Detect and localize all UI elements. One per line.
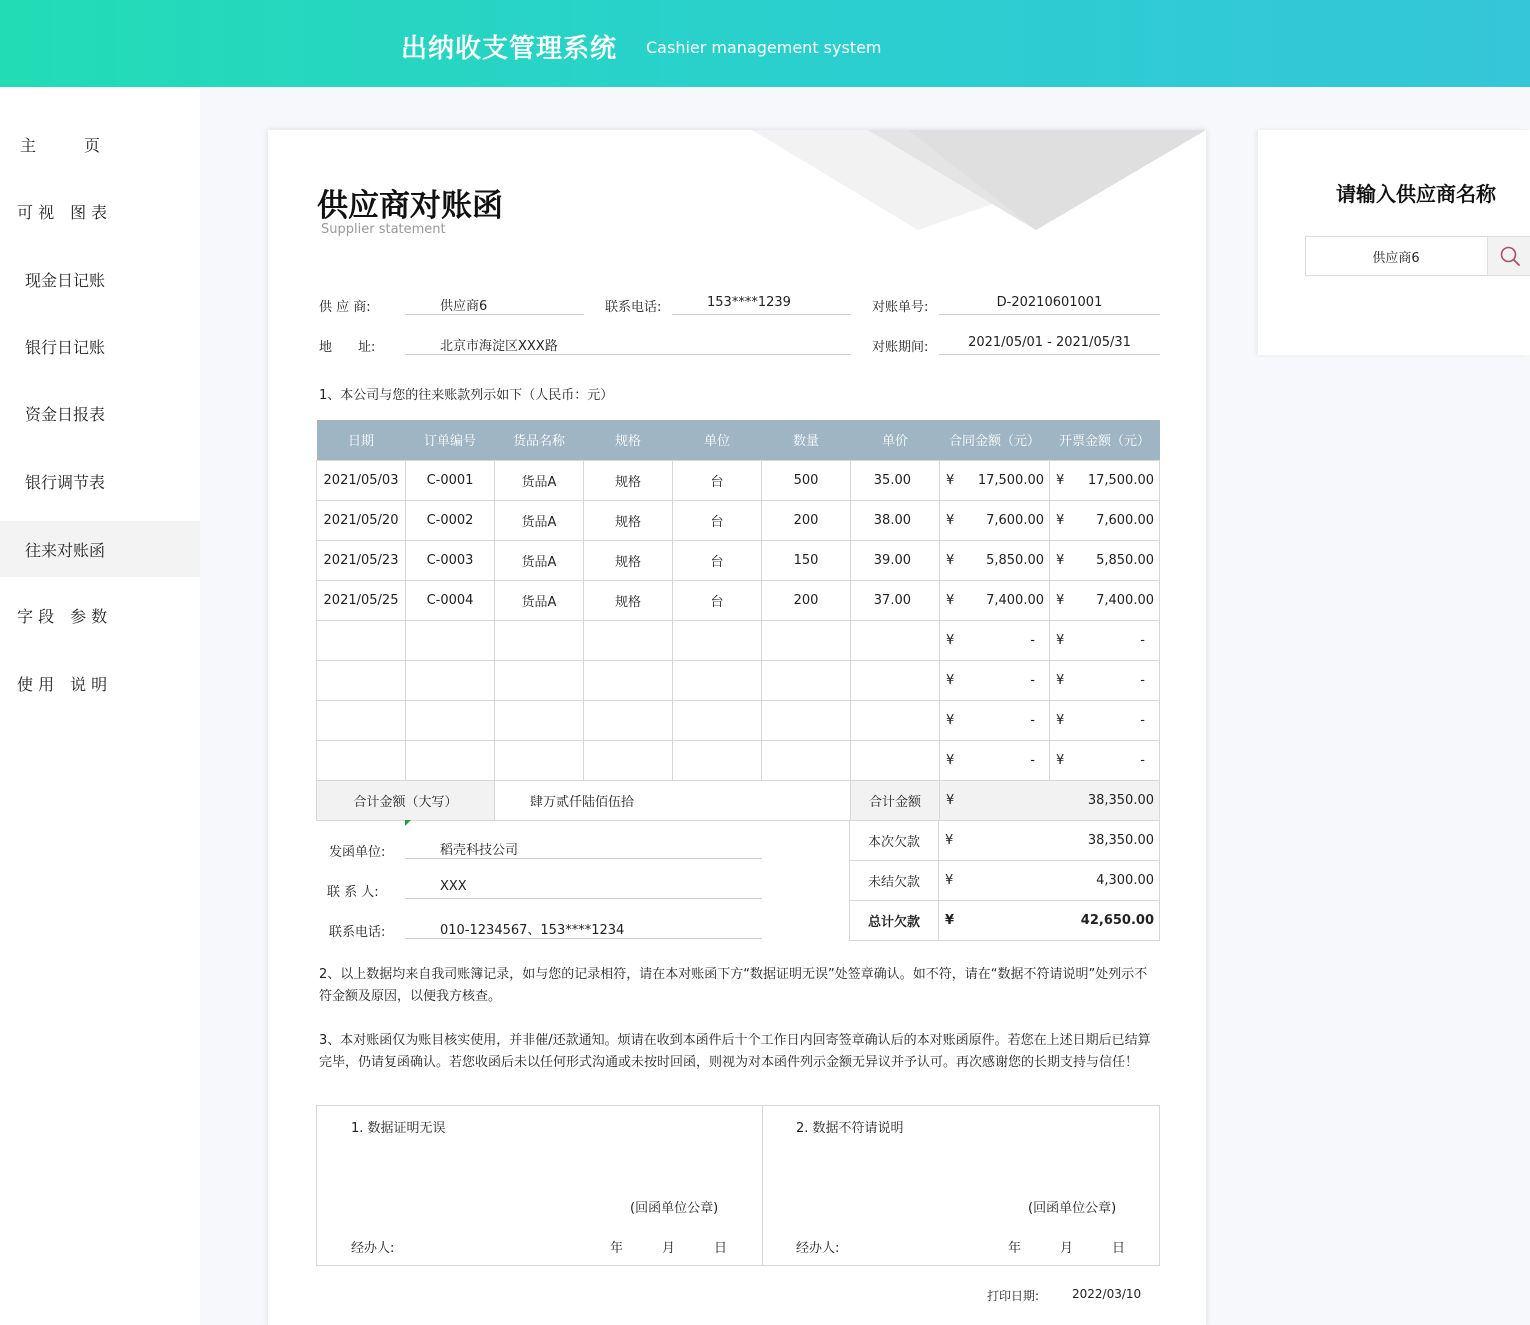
search-prompt: 请输入供应商名称 [1336, 182, 1496, 206]
sidebar-item-daily-report[interactable] [0, 385, 200, 441]
empty-cell [851, 700, 940, 740]
table-row [317, 460, 1160, 500]
supplier-search-panel [1258, 130, 1530, 355]
header-contract: 合同金额（元） [940, 420, 1050, 460]
table-row [317, 500, 1160, 540]
statement-document [268, 130, 1206, 1325]
sidebar-item-label: 使 用 说 明 [17, 674, 108, 694]
phone-value: 153****1239 [672, 293, 851, 315]
sender-phone-value: 010-1234567、153****1234 [405, 917, 762, 939]
statement-no-value: D-20210601001 [939, 293, 1160, 315]
cell-order: C-0002 [406, 500, 495, 540]
header-invoice: 开票金额（元） [1050, 420, 1160, 460]
sidebar-item-instructions[interactable] [0, 655, 200, 711]
cell-price: 38.00 [851, 500, 940, 540]
empty-cell [762, 620, 851, 660]
supplier-search-input[interactable] [1306, 237, 1486, 275]
currency-symbol: ¥ [945, 913, 955, 928]
empty-cell [584, 660, 673, 700]
total-label: 合计金额 [851, 780, 940, 820]
sidebar-item-label: 银行调节表 [25, 472, 106, 492]
cell-invoice [1050, 460, 1160, 500]
search-button[interactable] [1487, 237, 1530, 275]
supplier-label: 供 应 商: [319, 300, 371, 315]
empty-cell [762, 700, 851, 740]
summary-value-cell [939, 861, 1160, 901]
sidebar-item-label: 银行日记账 [25, 337, 106, 357]
empty-amount-mark: - [1030, 712, 1035, 728]
total-upper-label: 合计金额（大写） [317, 780, 495, 820]
year-left: 年 [610, 1241, 624, 1256]
summary-value: 38,350.00 [1087, 833, 1154, 848]
empty-cell [406, 660, 495, 700]
empty-cell [495, 620, 584, 660]
summary-label: 未结欠款 [850, 861, 939, 901]
total-upper-value: 肆万贰仟陆佰伍拾 [495, 780, 851, 820]
cell-unit: 台 [673, 460, 762, 500]
summary-label: 总计欠款 [850, 901, 939, 941]
summary-value-cell [939, 821, 1160, 861]
currency-symbol: ¥ [1056, 592, 1065, 608]
sidebar-item-bank-journal[interactable] [0, 318, 200, 374]
total-row [317, 780, 1160, 820]
day-left: 日 [714, 1241, 728, 1256]
table-row-empty [317, 660, 1160, 700]
currency-symbol: ¥ [1056, 712, 1065, 728]
currency-symbol: ¥ [1056, 632, 1065, 648]
empty-cell [406, 700, 495, 740]
total-value-cell [940, 780, 1160, 820]
sidebar-item-cash-journal[interactable] [0, 251, 200, 307]
currency-symbol: ¥ [945, 833, 954, 848]
cell-order: C-0001 [406, 460, 495, 500]
empty-amount-cell [1050, 740, 1160, 780]
empty-cell [584, 700, 673, 740]
empty-amount-cell [940, 620, 1050, 660]
empty-amount-cell [1050, 700, 1160, 740]
cell-price: 39.00 [851, 540, 940, 580]
period-label: 对账期间: [872, 340, 929, 355]
sidebar-item-label: 主 页 [20, 135, 101, 155]
cell-invoice [1050, 540, 1160, 580]
empty-cell [762, 660, 851, 700]
cell-date: 2021/05/25 [317, 580, 406, 620]
cell-order: C-0003 [406, 540, 495, 580]
table-header-row [317, 420, 1160, 460]
empty-amount-mark: - [1030, 632, 1035, 648]
cell-spec: 规格 [584, 500, 673, 540]
header-date: 日期 [317, 420, 406, 460]
month-right: 月 [1060, 1241, 1074, 1256]
year-right: 年 [1008, 1241, 1022, 1256]
items-table [316, 420, 1160, 821]
currency-symbol: ¥ [1056, 472, 1065, 488]
cell-price: 37.00 [851, 580, 940, 620]
sidebar-item-label: 资金日报表 [25, 404, 106, 424]
empty-cell [673, 740, 762, 780]
empty-cell [851, 660, 940, 700]
summary-table [849, 820, 1160, 941]
summary-value: 4,300.00 [1096, 873, 1154, 888]
cell-date: 2021/05/03 [317, 460, 406, 500]
cell-spec: 规格 [584, 540, 673, 580]
app-header [0, 0, 1530, 87]
sidebar-item-charts[interactable] [0, 183, 200, 239]
currency-symbol: ¥ [946, 672, 955, 688]
confirmation-divider [762, 1106, 763, 1265]
summary-value-cell [939, 901, 1160, 941]
empty-cell [851, 740, 940, 780]
month-left: 月 [662, 1241, 676, 1256]
empty-amount-cell [940, 660, 1050, 700]
amount-value: 7,400.00 [1096, 592, 1154, 608]
cell-spec: 规格 [584, 580, 673, 620]
header-goods: 货品名称 [495, 420, 584, 460]
empty-cell [317, 620, 406, 660]
cell-price: 35.00 [851, 460, 940, 500]
currency-symbol: ¥ [945, 873, 954, 888]
day-right: 日 [1112, 1241, 1126, 1256]
empty-amount-mark: - [1030, 672, 1035, 688]
cell-unit: 台 [673, 540, 762, 580]
amount-value: 17,500.00 [1087, 472, 1154, 488]
sidebar-item-bank-reconciliation[interactable] [0, 453, 200, 509]
cell-goods: 货品A [495, 580, 584, 620]
amount-value: 7,600.00 [1096, 512, 1154, 528]
amount-value: 7,600.00 [986, 512, 1044, 528]
table-row-empty [317, 700, 1160, 740]
document-subtitle: Supplier statement [321, 222, 446, 237]
currency-symbol: ¥ [1056, 512, 1065, 528]
sender-contact-value: XXX [405, 877, 762, 899]
empty-cell [495, 660, 584, 700]
currency-symbol: ¥ [946, 592, 955, 608]
currency-symbol: ¥ [1056, 552, 1065, 568]
cell-invoice [1050, 580, 1160, 620]
address-value: 北京市海淀区XXX路 [405, 333, 851, 355]
empty-cell [495, 700, 584, 740]
handler-right: 经办人: [796, 1241, 840, 1256]
sidebar-nav [0, 87, 200, 1325]
total-value: 38,350.00 [1087, 792, 1154, 808]
empty-cell [762, 740, 851, 780]
currency-symbol: ¥ [1056, 672, 1065, 688]
cell-unit: 台 [673, 500, 762, 540]
empty-cell [317, 700, 406, 740]
empty-amount-mark: - [1140, 632, 1145, 648]
table-row-empty [317, 740, 1160, 780]
empty-cell [495, 740, 584, 780]
cell-marker [405, 820, 411, 826]
header-order: 订单编号 [406, 420, 495, 460]
confirm-correct-title: 1. 数据证明无误 [351, 1121, 446, 1136]
amount-value: 17,500.00 [977, 472, 1044, 488]
supplier-value: 供应商6 [405, 293, 584, 315]
cell-goods: 货品A [495, 460, 584, 500]
note-paragraph-3: 3、本对账函仅为账目核实使用，并非催/还款通知。烦请在收到本函件后十个工作日内回寄签章确认后的本对账函原件。若您在上述日期后已结算完毕，仍请复函确认。若您收函后未以任何形式沟通或未按时回函，则视为对本函件列示金额无异议并予认可。再次感谢您的长期支持与信任！ [319, 1033, 1151, 1070]
header-price: 单价 [851, 420, 940, 460]
currency-symbol: ¥ [946, 512, 955, 528]
sidebar-item-field-params[interactable] [0, 587, 200, 643]
search-box [1305, 236, 1530, 276]
currency-symbol: ¥ [946, 712, 955, 728]
cell-qty: 200 [762, 580, 851, 620]
app-title: 出纳收支管理系统 [401, 34, 618, 64]
cell-goods: 货品A [495, 540, 584, 580]
table-row [317, 580, 1160, 620]
period-value: 2021/05/01 - 2021/05/31 [939, 333, 1160, 355]
intro-text: 1、本公司与您的往来账款列示如下（人民币：元） [319, 388, 614, 403]
currency-symbol: ¥ [1056, 752, 1065, 768]
summary-row [850, 861, 1160, 901]
currency-symbol: ¥ [946, 632, 955, 648]
empty-cell [584, 740, 673, 780]
cell-date: 2021/05/23 [317, 540, 406, 580]
header-spec: 规格 [584, 420, 673, 460]
summary-row [850, 821, 1160, 861]
confirm-mismatch-title: 2. 数据不符请说明 [796, 1121, 904, 1136]
empty-cell [406, 620, 495, 660]
sidebar-item-label: 可 视 图 表 [17, 202, 108, 222]
handler-left: 经办人: [351, 1241, 395, 1256]
empty-amount-mark: - [1140, 672, 1145, 688]
empty-amount-cell [940, 700, 1050, 740]
confirmation-box [316, 1105, 1160, 1266]
empty-amount-cell [940, 740, 1050, 780]
summary-row [850, 901, 1160, 941]
empty-amount-mark: - [1140, 712, 1145, 728]
empty-cell [406, 740, 495, 780]
amount-value: 5,850.00 [1096, 552, 1154, 568]
cell-contract [940, 580, 1050, 620]
currency-symbol: ¥ [946, 552, 955, 568]
print-date-label: 打印日期: [987, 1289, 1040, 1303]
phone-label: 联系电话: [605, 300, 662, 315]
empty-cell [584, 620, 673, 660]
cell-order: C-0004 [406, 580, 495, 620]
print-date-value: 2022/03/10 [1072, 1287, 1142, 1301]
header-unit: 单位 [673, 420, 762, 460]
sidebar-item-label: 现金日记账 [25, 270, 106, 290]
cell-contract [940, 540, 1050, 580]
table-row-empty [317, 620, 1160, 660]
address-label: 地 址: [319, 340, 376, 355]
currency-symbol: ¥ [946, 752, 955, 768]
summary-label: 本次欠款 [850, 821, 939, 861]
empty-cell [851, 620, 940, 660]
cell-qty: 150 [762, 540, 851, 580]
search-icon [1499, 245, 1521, 267]
sender-unit-value: 稻壳科技公司 [405, 837, 762, 859]
sender-contact-label: 联 系 人: [327, 885, 379, 900]
empty-cell [673, 660, 762, 700]
empty-cell [673, 700, 762, 740]
amount-value: 5,850.00 [986, 552, 1044, 568]
currency-symbol: ¥ [946, 472, 955, 488]
app-subtitle: Cashier management system [646, 38, 882, 57]
empty-amount-mark: - [1030, 752, 1035, 768]
document-title: 供应商对账函 [317, 188, 503, 224]
sidebar-item-label: 往来对账函 [25, 540, 106, 560]
sender-unit-label: 发函单位: [329, 845, 386, 860]
empty-cell [317, 740, 406, 780]
sidebar-item-label: 字 段 参 数 [17, 606, 108, 626]
seal-right: (回函单位公章) [1028, 1201, 1117, 1216]
summary-value: 42,650.00 [1080, 913, 1154, 928]
note-paragraph-2: 2、以上数据均来自我司账簿记录，如与您的记录相符，请在本对账函下方“数据证明无误”处签章确认。如不符，请在“数据不符请说明”处列示不符金额及原因，以便我方核查。 [319, 967, 1148, 1004]
cell-contract [940, 500, 1050, 540]
sender-phone-label: 联系电话: [329, 925, 386, 940]
cell-contract [940, 460, 1050, 500]
cell-unit: 台 [673, 580, 762, 620]
table-row [317, 540, 1160, 580]
empty-amount-cell [1050, 660, 1160, 700]
amount-value: 7,400.00 [986, 592, 1044, 608]
sidebar-item-statement[interactable] [0, 521, 200, 577]
cell-spec: 规格 [584, 460, 673, 500]
empty-amount-cell [1050, 620, 1160, 660]
cell-goods: 货品A [495, 500, 584, 540]
sidebar-item-home[interactable] [0, 116, 200, 172]
cell-qty: 200 [762, 500, 851, 540]
cell-invoice [1050, 500, 1160, 540]
cell-qty: 500 [762, 460, 851, 500]
empty-amount-mark: - [1140, 752, 1145, 768]
currency-symbol: ¥ [946, 792, 955, 808]
header-qty: 数量 [762, 420, 851, 460]
cell-date: 2021/05/20 [317, 500, 406, 540]
statement-no-label: 对账单号: [872, 300, 929, 315]
seal-left: (回函单位公章) [630, 1201, 719, 1216]
empty-cell [317, 660, 406, 700]
empty-cell [673, 620, 762, 660]
